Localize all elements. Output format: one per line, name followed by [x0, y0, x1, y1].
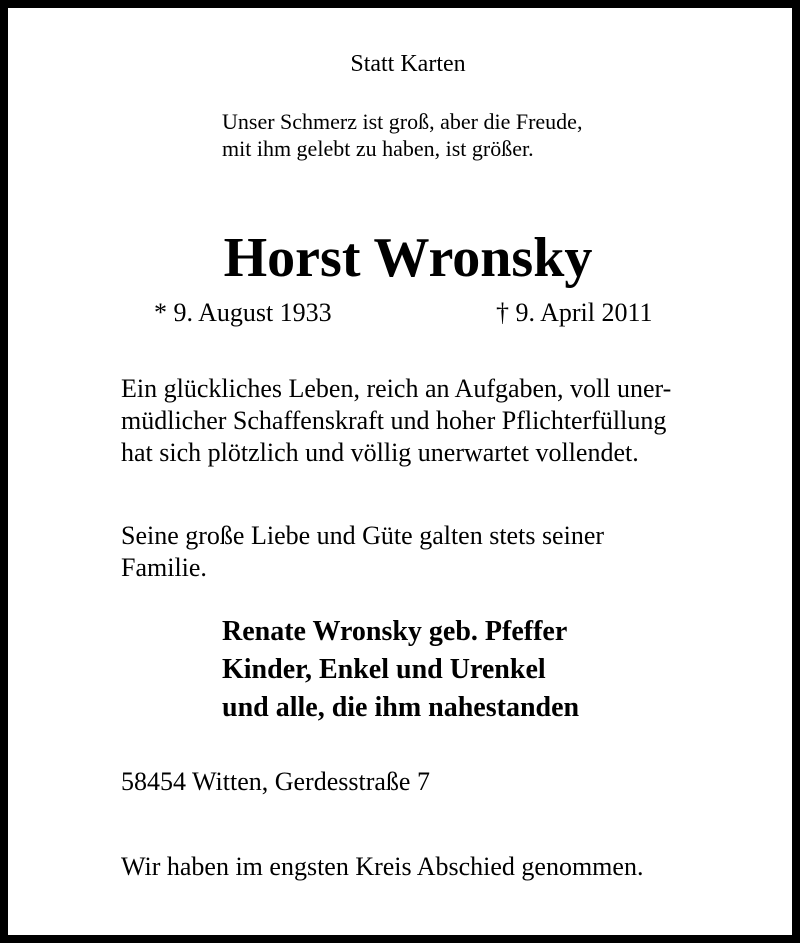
paragraph-line: Seine große Liebe und Güte galten stets seiner — [121, 521, 605, 550]
farewell-note: Wir haben im engsten Kreis Abschied genommen. — [121, 852, 644, 881]
paragraph-line: Ein glückliches Leben, reich an Aufgaben, voll uner- — [121, 374, 672, 403]
family-love-paragraph — [121, 520, 604, 584]
quote-line: mit ihm gelebt zu haben, ist größer. — [222, 136, 534, 161]
life-paragraph — [121, 373, 671, 469]
death-date: † 9. April 2011 — [496, 298, 653, 327]
address: 58454 Witten, Gerdesstraße 7 — [121, 767, 430, 796]
paragraph-line: müdlicher Schaffenskraft und hoher Pflichterfüllung — [121, 406, 667, 435]
birth-date: * 9. August 1933 — [154, 298, 332, 327]
mourners-block — [222, 613, 579, 727]
deceased-name: Horst Wronsky — [223, 227, 593, 289]
mourner-line: Kinder, Enkel und Urenkel — [222, 654, 546, 685]
paragraph-line: hat sich plötzlich und völlig unerwartet vollendet. — [121, 438, 639, 467]
header-statt-karten: Statt Karten — [350, 51, 466, 77]
quote-line: Unser Schmerz ist groß, aber die Freude, — [222, 109, 583, 134]
mourner-line: Renate Wronsky geb. Pfeffer — [222, 616, 568, 647]
paragraph-line: Familie. — [121, 553, 207, 582]
mourner-line: und alle, die ihm nahestanden — [222, 692, 580, 723]
quote-block — [222, 108, 582, 162]
